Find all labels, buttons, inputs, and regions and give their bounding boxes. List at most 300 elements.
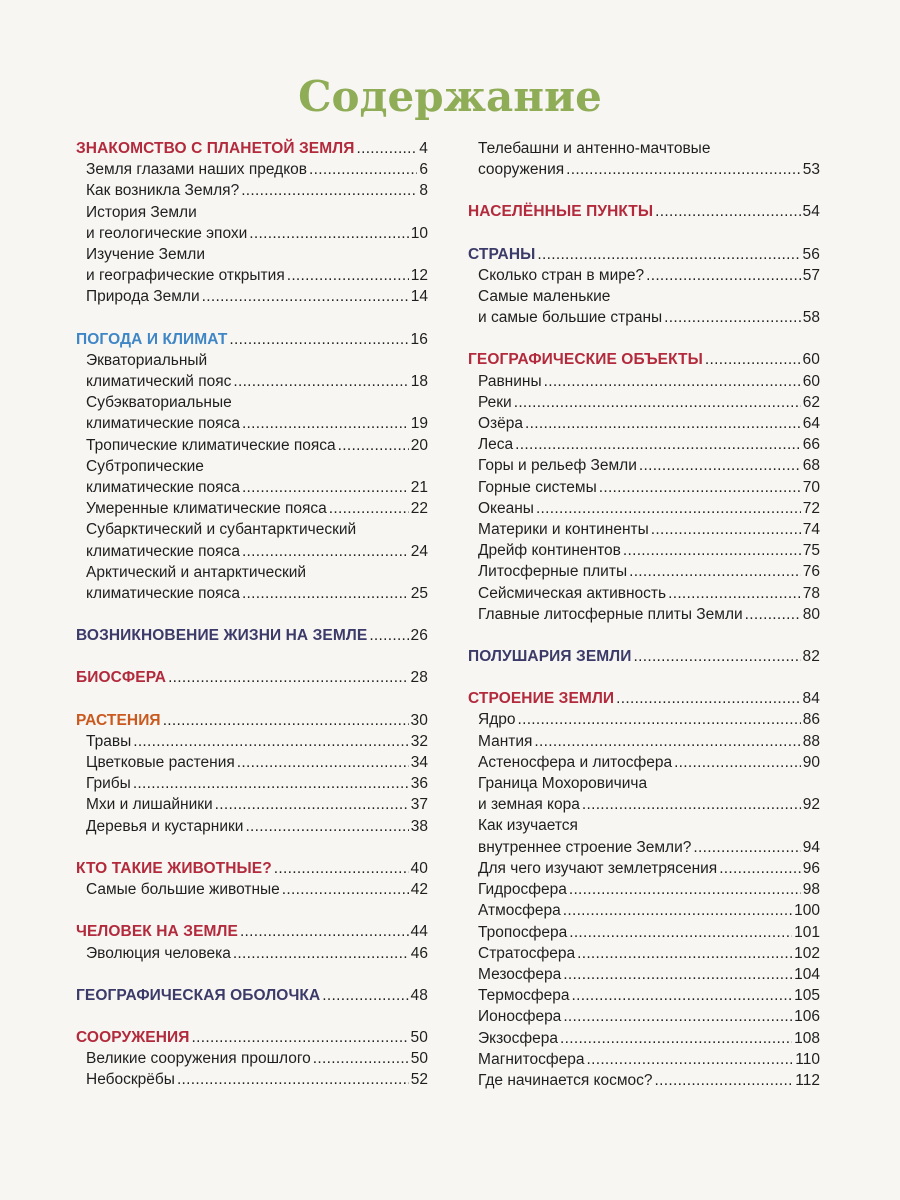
entry-title: Океаны xyxy=(478,499,534,517)
page-number: 30 xyxy=(410,711,428,729)
toc-entry[interactable] xyxy=(468,943,820,964)
page-number: 62 xyxy=(802,393,820,411)
section-title: БИОСФЕРА xyxy=(76,669,167,687)
entry-title: Деревья и кустарники xyxy=(86,817,244,835)
entry-title: Как изучается xyxy=(478,817,578,835)
entry-title: Мантия xyxy=(478,732,533,750)
entry-title: История Земли xyxy=(86,203,197,221)
dot-leader xyxy=(693,837,800,858)
toc-entry[interactable] xyxy=(468,1006,820,1027)
page-number: 72 xyxy=(802,499,820,517)
toc-entry[interactable] xyxy=(468,307,820,328)
dot-leader xyxy=(537,244,800,265)
dot-leader xyxy=(616,688,800,709)
page-number: 57 xyxy=(802,266,820,284)
dot-leader xyxy=(582,794,801,815)
dot-leader xyxy=(566,159,801,180)
page-number: 101 xyxy=(794,923,820,941)
entry-title: Сколько стран в мире? xyxy=(478,266,645,284)
entry-title: Литосферные плиты xyxy=(478,563,628,581)
section-heading[interactable] xyxy=(468,244,820,265)
page-number: 22 xyxy=(410,500,428,518)
page-number: 40 xyxy=(410,859,428,877)
toc-entry[interactable] xyxy=(76,392,428,413)
entry-title: Где начинается космос? xyxy=(478,1071,653,1089)
toc-entry[interactable] xyxy=(76,350,428,371)
page-number: 32 xyxy=(410,732,428,750)
toc-entry[interactable] xyxy=(76,879,428,900)
section-title: РАСТЕНИЯ xyxy=(76,711,161,729)
dot-leader xyxy=(536,498,801,519)
toc-entry[interactable] xyxy=(76,413,428,434)
toc-entry[interactable] xyxy=(468,392,820,413)
entry-title: Стратосфера xyxy=(478,944,576,962)
page-number: 52 xyxy=(410,1071,428,1089)
page-number: 96 xyxy=(802,859,820,877)
dot-leader xyxy=(651,519,801,540)
entry-title: Магнитосфера xyxy=(478,1050,585,1068)
dot-leader xyxy=(745,604,801,625)
dot-leader xyxy=(274,858,409,879)
entry-title: Телебашни и антенно-мачтовые xyxy=(478,140,711,157)
dot-leader xyxy=(514,392,801,413)
entry-title: Главные литосферные плиты Земли xyxy=(478,605,743,623)
dot-leader xyxy=(515,434,801,455)
toc-entry[interactable] xyxy=(76,794,428,815)
entry-title: Термосфера xyxy=(478,987,570,1005)
section-heading[interactable] xyxy=(468,646,820,667)
section-title: ПОГОДА И КЛИМАТ xyxy=(76,330,228,348)
toc-entry[interactable] xyxy=(468,794,820,815)
dot-leader xyxy=(287,265,409,286)
section-heading[interactable] xyxy=(76,625,428,646)
toc-entry[interactable] xyxy=(76,435,428,456)
toc-column-right xyxy=(468,138,820,1112)
entry-title: Травы xyxy=(86,732,132,750)
entry-title: Самые большие животные xyxy=(86,881,280,899)
page-number: 106 xyxy=(794,1008,820,1026)
dot-leader xyxy=(569,922,792,943)
toc-entry[interactable] xyxy=(76,541,428,562)
toc-entry[interactable] xyxy=(468,604,820,625)
dot-leader xyxy=(233,371,408,392)
section-heading[interactable] xyxy=(76,138,428,159)
section-title: ЗНАКОМСТВО С ПЛАНЕТОЙ ЗЕМЛЯ xyxy=(76,140,355,157)
toc-entry[interactable] xyxy=(76,244,428,265)
toc-entry[interactable] xyxy=(468,540,820,561)
dot-leader xyxy=(563,964,792,985)
toc-entry[interactable] xyxy=(468,561,820,582)
section-title: ЧЕЛОВЕК НА ЗЕМЛЕ xyxy=(76,923,238,941)
page-number: 98 xyxy=(802,881,820,899)
page-title: Содержание xyxy=(298,72,602,121)
entry-title: климатические пояса xyxy=(86,585,240,603)
toc-section xyxy=(468,688,820,1091)
dot-leader xyxy=(655,1070,794,1091)
entry-title: Материки и континенты xyxy=(478,521,649,539)
toc-entry[interactable] xyxy=(76,816,428,837)
page-number: 12 xyxy=(410,267,428,285)
toc-entry[interactable] xyxy=(468,709,820,730)
toc-entry[interactable] xyxy=(468,498,820,519)
page-number: 6 xyxy=(419,161,428,179)
section-heading[interactable] xyxy=(76,329,428,350)
dot-leader xyxy=(229,329,408,350)
entry-title: климатические пояса xyxy=(86,479,240,497)
page-number: 88 xyxy=(802,732,820,750)
page-number: 105 xyxy=(794,987,820,1005)
toc-entry[interactable] xyxy=(468,371,820,392)
toc-section xyxy=(468,244,820,329)
toc-entry[interactable] xyxy=(76,731,428,752)
page-number: 14 xyxy=(410,288,428,306)
toc-entry[interactable] xyxy=(76,562,428,583)
page-number: 86 xyxy=(802,711,820,729)
entry-title: Дрейф континентов xyxy=(478,542,621,560)
section-heading[interactable] xyxy=(76,1027,428,1048)
toc-section xyxy=(76,710,428,837)
page-number: 60 xyxy=(802,372,820,390)
toc-entry[interactable] xyxy=(468,879,820,900)
section-heading[interactable] xyxy=(76,858,428,879)
page-number: 28 xyxy=(410,669,428,687)
entry-title: Экзосфера xyxy=(478,1029,559,1047)
dot-leader xyxy=(309,159,417,180)
toc-entry[interactable] xyxy=(468,1049,820,1070)
page-number: 26 xyxy=(410,627,428,645)
entry-title: Небоскрёбы xyxy=(86,1071,175,1089)
page-number: 56 xyxy=(802,245,820,263)
page-number: 84 xyxy=(802,690,820,708)
toc-entry[interactable] xyxy=(468,773,820,794)
dot-leader xyxy=(599,477,801,498)
toc-entry[interactable] xyxy=(468,434,820,455)
page-number: 48 xyxy=(410,986,428,1004)
toc-entry[interactable] xyxy=(468,964,820,985)
toc-entry[interactable] xyxy=(468,286,820,307)
dot-leader xyxy=(133,731,409,752)
toc-entry[interactable] xyxy=(76,456,428,477)
section-title: ГЕОГРАФИЧЕСКИЕ ОБЪЕКТЫ xyxy=(468,351,703,369)
toc-entry[interactable] xyxy=(76,943,428,964)
toc-section xyxy=(76,858,428,900)
toc-entry[interactable] xyxy=(76,773,428,794)
section-title: СТРАНЫ xyxy=(468,245,536,263)
toc-entry[interactable] xyxy=(76,1069,428,1090)
page-number: 24 xyxy=(410,542,428,560)
dot-leader xyxy=(525,413,801,434)
section-title: КТО ТАКИЕ ЖИВОТНЫЕ? xyxy=(76,859,272,877)
entry-title: Граница Мохоровичича xyxy=(478,775,648,793)
section-title: НАСЕЛЁННЫЕ ПУНКТЫ xyxy=(468,203,654,221)
entry-title: Арктический и антарктический xyxy=(86,563,307,581)
entry-title: Для чего изучают землетрясения xyxy=(478,859,718,877)
page-number: 36 xyxy=(410,775,428,793)
section-heading[interactable] xyxy=(76,710,428,731)
entry-title: Как возникла Земля? xyxy=(86,182,240,200)
page-number: 10 xyxy=(410,224,428,242)
toc-entry[interactable] xyxy=(76,519,428,540)
entry-title: Экваториальный xyxy=(86,351,208,369)
entry-title: Земля глазами наших предков xyxy=(86,161,308,179)
toc-entry[interactable] xyxy=(468,1070,820,1091)
entry-title: Тропосфера xyxy=(478,923,568,941)
entry-title: Эволюция человека xyxy=(86,944,231,962)
page-number: 112 xyxy=(795,1071,820,1089)
section-title: СООРУЖЕНИЯ xyxy=(76,1028,190,1046)
toc-entry[interactable] xyxy=(468,138,820,159)
toc-section xyxy=(468,646,820,667)
entry-title: Великие сооружения прошлого xyxy=(86,1050,311,1068)
page-number: 25 xyxy=(410,585,428,603)
dot-leader xyxy=(202,286,409,307)
dot-leader xyxy=(563,900,792,921)
entry-title: и геологические эпохи xyxy=(86,224,248,242)
toc-entry[interactable] xyxy=(468,922,820,943)
dot-leader xyxy=(237,752,409,773)
page-number: 4 xyxy=(419,140,428,157)
toc-entry[interactable] xyxy=(468,837,820,858)
dot-leader xyxy=(249,223,408,244)
entry-title: Озёра xyxy=(478,415,524,433)
section-heading[interactable] xyxy=(468,349,820,370)
page-number: 104 xyxy=(794,965,820,983)
entry-title: Цветковые растения xyxy=(86,754,235,772)
toc-entry[interactable] xyxy=(468,477,820,498)
toc-section xyxy=(468,201,820,222)
dot-leader xyxy=(646,265,801,286)
entry-title: Изучение Земли xyxy=(86,246,206,264)
dot-leader xyxy=(356,138,417,159)
entry-title: климатический пояс xyxy=(86,373,232,391)
section-heading[interactable] xyxy=(76,985,428,1006)
page-number: 20 xyxy=(410,436,428,454)
page-number: 75 xyxy=(802,542,820,560)
page-number: 34 xyxy=(410,754,428,772)
dot-leader xyxy=(163,710,409,731)
page-number: 74 xyxy=(802,521,820,539)
dot-leader xyxy=(192,1027,409,1048)
entry-title: Самые маленькие xyxy=(478,288,611,306)
toc-entry[interactable] xyxy=(468,455,820,476)
dot-leader xyxy=(313,1048,409,1069)
dot-leader xyxy=(577,943,792,964)
entry-title: Реки xyxy=(478,393,512,411)
section-title: СТРОЕНИЕ ЗЕМЛИ xyxy=(468,690,615,708)
dot-leader xyxy=(329,498,409,519)
page-number: 16 xyxy=(410,330,428,348)
dot-leader xyxy=(240,921,409,942)
toc-entry[interactable] xyxy=(76,1048,428,1069)
dot-leader xyxy=(719,858,801,879)
entry-title: Ядро xyxy=(478,711,516,729)
page-number: 19 xyxy=(410,415,428,433)
page-number: 64 xyxy=(802,415,820,433)
dot-leader xyxy=(664,307,801,328)
dot-leader xyxy=(322,985,408,1006)
page-number: 50 xyxy=(410,1050,428,1068)
entry-title: климатические пояса xyxy=(86,415,240,433)
entry-title: сооружения xyxy=(478,161,565,179)
entry-title: Умеренные климатические пояса xyxy=(86,500,327,518)
toc-entry[interactable] xyxy=(468,900,820,921)
dot-leader xyxy=(233,943,409,964)
toc-section xyxy=(76,667,428,688)
dot-leader xyxy=(674,752,801,773)
toc-entry[interactable] xyxy=(468,413,820,434)
toc-entry[interactable] xyxy=(76,223,428,244)
toc-entry[interactable] xyxy=(76,159,428,180)
toc-entry[interactable] xyxy=(76,477,428,498)
page-number: 108 xyxy=(794,1029,820,1047)
dot-leader xyxy=(241,180,417,201)
entry-title: и земная кора xyxy=(478,796,580,814)
entry-title: климатические пояса xyxy=(86,542,240,560)
toc-entry[interactable] xyxy=(76,752,428,773)
entry-title: Астеносфера и литосфера xyxy=(478,753,673,771)
section-heading[interactable] xyxy=(76,921,428,942)
dot-leader xyxy=(587,1049,794,1070)
page-number: 21 xyxy=(410,479,428,497)
entry-title: Мезосфера xyxy=(478,965,562,983)
dot-leader xyxy=(242,477,409,498)
dot-leader xyxy=(655,201,800,222)
entry-title: и географические открытия xyxy=(86,267,285,285)
toc-section xyxy=(76,329,428,605)
dot-leader xyxy=(639,455,801,476)
dot-leader xyxy=(668,583,801,604)
section-title: ВОЗНИКНОВЕНИЕ ЖИЗНИ НА ЗЕМЛЕ xyxy=(76,627,368,645)
page-number: 80 xyxy=(802,605,820,623)
toc-entry[interactable] xyxy=(468,583,820,604)
toc-entry[interactable] xyxy=(76,583,428,604)
page-number: 38 xyxy=(410,817,428,835)
page-number: 44 xyxy=(410,923,428,941)
dot-leader xyxy=(534,731,800,752)
page-number: 37 xyxy=(410,796,428,814)
toc-entry[interactable] xyxy=(468,731,820,752)
toc-entry[interactable] xyxy=(76,202,428,223)
page-number: 42 xyxy=(410,881,428,899)
page-number: 58 xyxy=(802,309,820,327)
dot-leader xyxy=(569,879,801,900)
toc-entry[interactable] xyxy=(468,858,820,879)
page-number: 92 xyxy=(802,796,820,814)
page-number: 78 xyxy=(802,584,820,602)
page-number: 18 xyxy=(410,373,428,391)
page-number: 102 xyxy=(794,944,820,962)
page-number: 110 xyxy=(795,1050,820,1068)
entry-title: и самые большие страны xyxy=(478,309,663,327)
entry-title: Мхи и лишайники xyxy=(86,796,213,814)
dot-leader xyxy=(560,1028,792,1049)
entry-title: Ионосфера xyxy=(478,1008,562,1026)
dot-leader xyxy=(571,985,792,1006)
toc-entry[interactable] xyxy=(468,985,820,1006)
page-number: 68 xyxy=(802,457,820,475)
toc-entry[interactable] xyxy=(468,265,820,286)
toc-entry[interactable] xyxy=(76,265,428,286)
entry-title: Гидросфера xyxy=(478,881,567,899)
dot-leader xyxy=(245,816,408,837)
toc-section xyxy=(76,138,428,308)
entry-title: Горные системы xyxy=(478,478,597,496)
toc-entry[interactable] xyxy=(76,371,428,392)
toc-entry[interactable] xyxy=(468,159,820,180)
entry-title: Природа Земли xyxy=(86,288,200,306)
dot-leader xyxy=(705,349,801,370)
section-heading[interactable] xyxy=(468,688,820,709)
page-number: 54 xyxy=(802,203,820,221)
section-title: ПОЛУШАРИЯ ЗЕМЛИ xyxy=(468,648,632,666)
page-number: 46 xyxy=(410,944,428,962)
toc-section xyxy=(76,921,428,963)
toc-entry[interactable] xyxy=(76,498,428,519)
page-number: 94 xyxy=(802,838,820,856)
entry-title: Леса xyxy=(478,436,514,454)
toc-column-left xyxy=(76,138,428,1112)
page-number: 82 xyxy=(802,648,820,666)
toc-entry[interactable] xyxy=(468,815,820,836)
dot-leader xyxy=(629,561,801,582)
dot-leader xyxy=(215,794,409,815)
dot-leader xyxy=(338,435,409,456)
page-number: 50 xyxy=(410,1028,428,1046)
dot-leader xyxy=(177,1069,409,1090)
page-number: 90 xyxy=(802,753,820,771)
toc-section xyxy=(76,625,428,646)
page-number: 8 xyxy=(419,182,428,200)
entry-title: Тропические климатические пояса xyxy=(86,436,336,454)
section-heading[interactable] xyxy=(76,667,428,688)
dot-leader xyxy=(282,879,409,900)
entry-title: Атмосфера xyxy=(478,902,561,920)
toc-entry[interactable] xyxy=(468,752,820,773)
toc-entry[interactable] xyxy=(468,519,820,540)
entry-title: внутреннее строение Земли? xyxy=(478,838,692,856)
entry-title: Субэкваториальные xyxy=(86,394,232,412)
toc-entry[interactable] xyxy=(468,1028,820,1049)
toc-section xyxy=(468,349,820,625)
dot-leader xyxy=(634,646,801,667)
entry-title: Субтропические xyxy=(86,457,204,475)
toc-section xyxy=(76,1027,428,1091)
toc-entry[interactable] xyxy=(76,286,428,307)
section-heading[interactable] xyxy=(468,201,820,222)
page-number: 76 xyxy=(802,563,820,581)
dot-leader xyxy=(242,541,409,562)
dot-leader xyxy=(517,709,800,730)
dot-leader xyxy=(369,625,408,646)
entry-title: Грибы xyxy=(86,775,131,793)
page-number: 100 xyxy=(794,902,820,920)
section-title: ГЕОГРАФИЧЕСКАЯ ОБОЛОЧКА xyxy=(76,986,321,1004)
dot-leader xyxy=(168,667,408,688)
entry-title: Сейсмическая активность xyxy=(478,584,667,602)
dot-leader xyxy=(563,1006,792,1027)
dot-leader xyxy=(623,540,801,561)
dot-leader xyxy=(242,583,409,604)
toc-entry[interactable] xyxy=(76,180,428,201)
page-number: 60 xyxy=(802,351,820,369)
entry-title: Равнины xyxy=(478,372,542,390)
dot-leader xyxy=(133,773,409,794)
page-number: 70 xyxy=(802,478,820,496)
entry-title: Субарктический и субантарктический xyxy=(86,521,357,539)
toc-section xyxy=(76,985,428,1006)
dot-leader xyxy=(242,413,409,434)
page-number: 53 xyxy=(802,161,820,179)
